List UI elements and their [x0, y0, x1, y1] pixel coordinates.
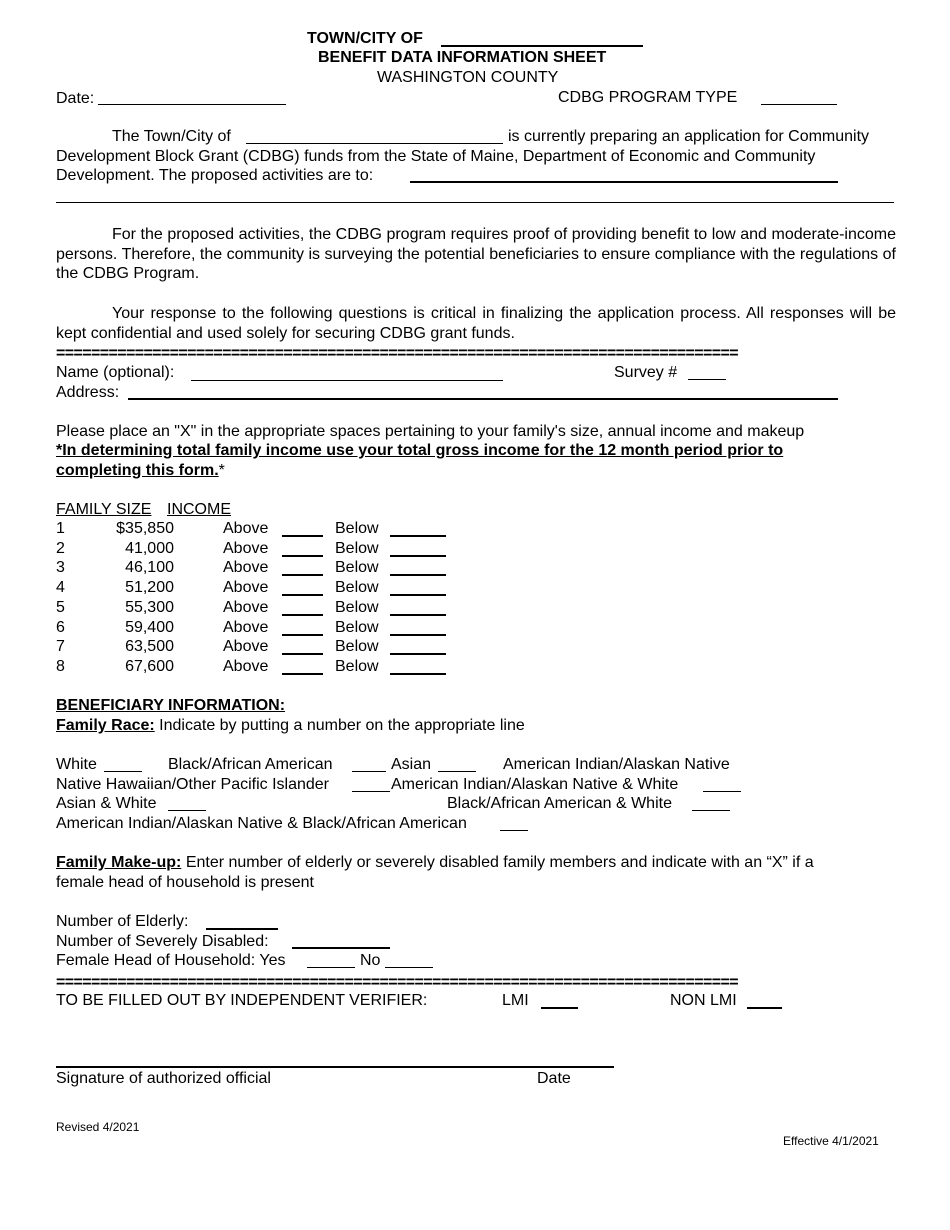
race-asian-white-field[interactable]	[168, 810, 206, 811]
program-type-label: CDBG PROGRAM TYPE	[558, 89, 738, 106]
income-cell: 67,600	[125, 658, 174, 675]
above-field[interactable]	[282, 594, 323, 596]
date-field[interactable]	[98, 104, 286, 105]
non-lmi-label: NON LMI	[670, 992, 737, 1009]
signature-date-label: Date	[537, 1070, 571, 1087]
non-lmi-field[interactable]	[747, 1007, 782, 1009]
income-cell: 63,500	[125, 638, 174, 655]
race-asian-field[interactable]	[438, 771, 476, 772]
income-header: INCOME	[167, 501, 231, 518]
family-size-cell: 3	[56, 559, 65, 576]
below-field[interactable]	[390, 574, 446, 576]
female-head-no-label: No	[360, 952, 381, 969]
activities-field-2[interactable]	[56, 202, 894, 203]
town-name-field[interactable]	[246, 143, 503, 144]
date-label: Date:	[56, 90, 95, 107]
income-cell: 46,100	[125, 559, 174, 576]
above-field[interactable]	[282, 653, 323, 655]
family-makeup-line2: female head of household is present	[56, 874, 314, 891]
above-label: Above	[223, 579, 269, 596]
above-label: Above	[223, 559, 269, 576]
above-label: Above	[223, 658, 269, 675]
race-black-label: Black/African American	[168, 756, 333, 773]
female-head-yes-field[interactable]	[307, 967, 355, 968]
below-label: Below	[335, 579, 379, 596]
family-size-cell: 8	[56, 658, 65, 675]
name-field[interactable]	[191, 380, 503, 381]
elderly-label: Number of Elderly:	[56, 913, 189, 930]
below-label: Below	[335, 599, 379, 616]
family-makeup-label: Family Make-up:	[56, 854, 182, 871]
family-race-instruction: Indicate by putting a number on the appropriate line	[159, 717, 525, 734]
below-label: Below	[335, 658, 379, 675]
town-city-label: TOWN/CITY OF	[307, 30, 423, 47]
income-cell: $35,850	[116, 520, 174, 537]
family-size-cell: 6	[56, 619, 65, 636]
income-cell: 51,200	[125, 579, 174, 596]
address-label: Address:	[56, 384, 120, 401]
above-field[interactable]	[282, 555, 323, 557]
income-cell: 59,400	[125, 619, 174, 636]
effective-date: Effective 4/1/2021	[783, 1134, 879, 1148]
form-title: BENEFIT DATA INFORMATION SHEET	[318, 49, 607, 66]
program-type-field[interactable]	[761, 104, 837, 105]
disabled-label: Number of Severely Disabled:	[56, 933, 269, 950]
survey-field[interactable]	[688, 379, 726, 380]
family-size-header: FAMILY SIZE	[56, 501, 152, 518]
county-label: WASHINGTON COUNTY	[377, 69, 559, 86]
above-field[interactable]	[282, 673, 323, 675]
below-label: Below	[335, 638, 379, 655]
race-aian-label: American Indian/Alaskan Native	[503, 756, 730, 773]
separator-bottom: ==============================================================================	[56, 974, 739, 991]
race-black-white-label: Black/African American & White	[447, 795, 672, 812]
intro-p1-start: The Town/City of	[112, 128, 231, 145]
above-label: Above	[223, 599, 269, 616]
survey-label: Survey #	[614, 364, 678, 381]
race-aian-white-field[interactable]	[703, 791, 741, 792]
intro-p3: Your response to the following questions is critical in finalizing the application process. All responses will be kept confidential and used solely for securing CDBG grant funds.	[56, 305, 896, 342]
address-field[interactable]	[128, 398, 838, 400]
disabled-field[interactable]	[292, 947, 390, 949]
activities-field-1[interactable]	[410, 181, 838, 183]
above-label: Above	[223, 619, 269, 636]
below-label: Below	[335, 540, 379, 557]
signature-field[interactable]	[56, 1066, 614, 1068]
verifier-label: TO BE FILLED OUT BY INDEPENDENT VERIFIER:	[56, 992, 428, 1009]
income-note-star: *	[218, 462, 225, 479]
instructions-text: Please place an "X" in the appropriate spaces pertaining to your family's size, annual income and makeup	[56, 423, 805, 440]
below-field[interactable]	[390, 653, 446, 655]
below-label: Below	[335, 520, 379, 537]
race-black-field[interactable]	[352, 771, 386, 772]
lmi-field[interactable]	[541, 1007, 578, 1009]
above-field[interactable]	[282, 614, 323, 616]
below-field[interactable]	[390, 594, 446, 596]
revised-date: Revised 4/2021	[56, 1120, 140, 1134]
below-field[interactable]	[390, 614, 446, 616]
above-field[interactable]	[282, 574, 323, 576]
family-race-row	[56, 716, 525, 735]
race-asian-label: Asian	[391, 756, 432, 773]
below-field[interactable]	[390, 673, 446, 675]
family-race-label: Family Race:	[56, 717, 155, 734]
intro-p2: For the proposed activities, the CDBG program requires proof of providing benefit to low and moderate-income persons. Therefore, the community is surveying the potential beneficiaries to ensure compliance with the regulations of the CDBG Program.	[56, 226, 896, 283]
race-nhpi-field[interactable]	[352, 791, 390, 792]
above-label: Above	[223, 520, 269, 537]
town-city-field[interactable]	[441, 45, 643, 47]
family-size-cell: 5	[56, 599, 65, 616]
below-field[interactable]	[390, 634, 446, 636]
intro-p1-line2: Development Block Grant (CDBG) funds from the State of Maine, Department of Economic and Community	[56, 148, 816, 165]
race-white-label: White	[56, 756, 97, 773]
income-note-bold: *In determining total family income use your total gross income for the 12 month period prior to completing this form.	[56, 442, 784, 479]
race-white-field[interactable]	[104, 771, 142, 772]
female-head-label: Female Head of Household: Yes	[56, 952, 286, 969]
name-label: Name (optional):	[56, 364, 175, 381]
race-aian-black-field[interactable]	[500, 830, 528, 831]
intro-p1-line3: Development. The proposed activities are to:	[56, 167, 374, 184]
race-aian-black-label: American Indian/Alaskan Native & Black/African American	[56, 815, 467, 832]
race-aian-white-label: American Indian/Alaskan Native & White	[391, 776, 679, 793]
above-field[interactable]	[282, 535, 323, 537]
elderly-field[interactable]	[206, 928, 278, 930]
lmi-label: LMI	[502, 992, 529, 1009]
income-cell: 41,000	[125, 540, 174, 557]
family-size-cell: 2	[56, 540, 65, 557]
below-label: Below	[335, 619, 379, 636]
race-black-white-field[interactable]	[692, 810, 730, 811]
race-nhpi-label: Native Hawaiian/Other Pacific Islander	[56, 776, 330, 793]
race-asian-white-label: Asian & White	[56, 795, 157, 812]
income-cell: 55,300	[125, 599, 174, 616]
family-makeup-row	[56, 853, 814, 872]
family-size-cell: 7	[56, 638, 65, 655]
family-makeup-line1: Enter number of elderly or severely disabled family members and indicate with an “X” if a	[185, 854, 814, 871]
below-field[interactable]	[390, 555, 446, 557]
below-field[interactable]	[390, 535, 446, 537]
intro-p1-mid: is currently preparing an application for Community	[508, 128, 870, 145]
beneficiary-heading: BENEFICIARY INFORMATION:	[56, 697, 286, 714]
family-size-cell: 4	[56, 579, 65, 596]
above-field[interactable]	[282, 634, 323, 636]
above-label: Above	[223, 638, 269, 655]
signature-label: Signature of authorized official	[56, 1070, 271, 1087]
separator-top: ==============================================================================	[56, 345, 739, 362]
above-label: Above	[223, 540, 269, 557]
income-note	[56, 441, 856, 481]
family-size-cell: 1	[56, 520, 65, 537]
female-head-no-field[interactable]	[385, 967, 433, 968]
below-label: Below	[335, 559, 379, 576]
